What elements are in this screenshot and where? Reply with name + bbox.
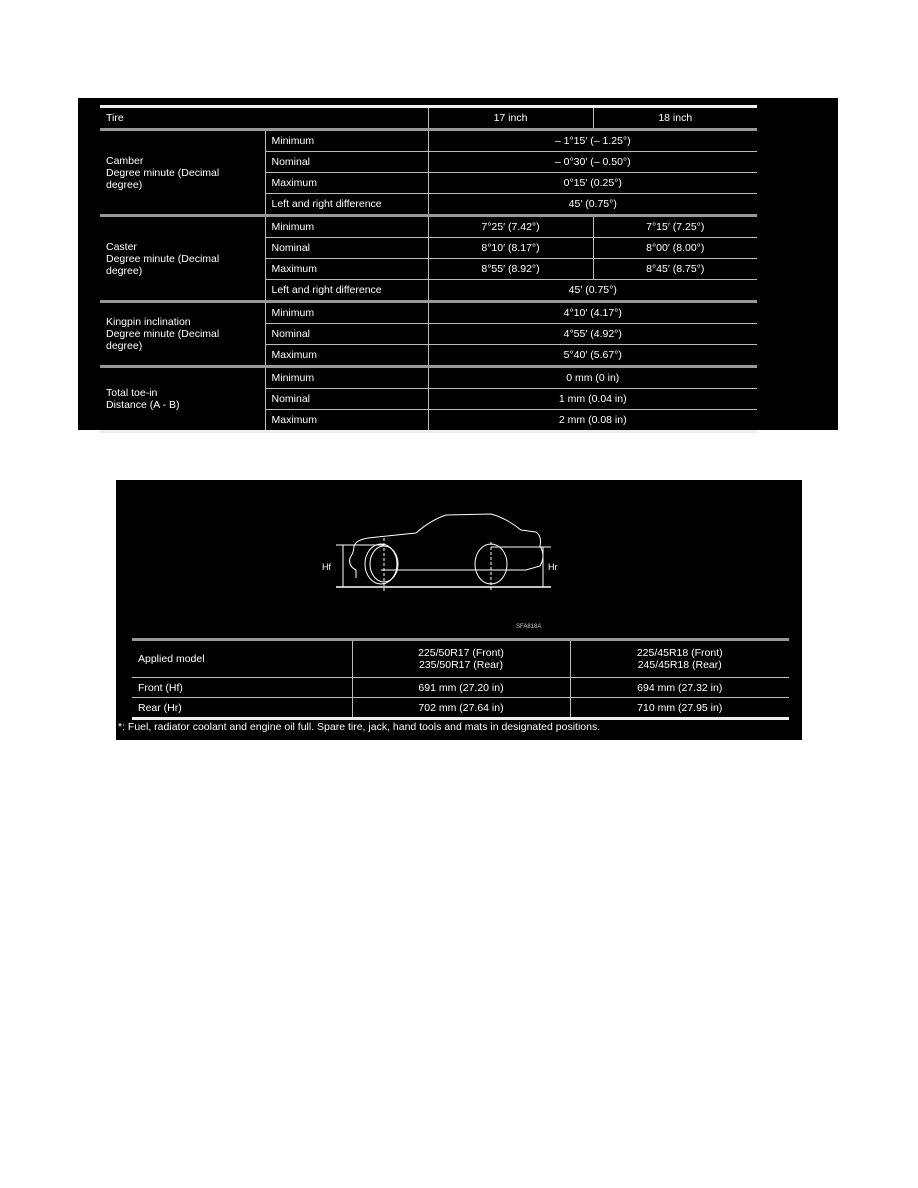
group-label-line: Degree minute (Decimal	[106, 328, 220, 340]
group-label-line: Degree minute (Decimal	[106, 166, 220, 179]
group-label-line: degree)	[106, 340, 143, 352]
value-18-cell: 7°15′ (7.25°)	[593, 216, 757, 238]
value-cell: 4°55′ (4.92°)	[428, 324, 757, 345]
group-label-line: Camber	[106, 154, 144, 167]
parameter-label: Nominal	[265, 152, 428, 173]
model-18	[570, 640, 789, 678]
group-label-line: Total toe-in	[106, 387, 158, 399]
cell: 694 mm (27.32 in)	[570, 678, 789, 698]
parameter-label: Nominal	[265, 389, 428, 410]
value-cell: 45′ (0.75°)	[428, 194, 757, 216]
table-row	[100, 130, 757, 152]
ground-clearance-panel	[116, 480, 802, 740]
wheel-alignment-table	[100, 105, 757, 433]
model-text: 245/45R18 (Rear)	[637, 659, 722, 671]
wheel-alignment-panel	[78, 98, 838, 430]
table-row	[100, 367, 757, 389]
cell: 691 mm (27.20 in)	[352, 678, 570, 698]
table-row	[132, 678, 789, 698]
value-cell: 2 mm (0.08 in)	[428, 410, 757, 432]
model-text: 225/45R18 (Front)	[636, 647, 723, 659]
group-label-line: Caster	[106, 240, 137, 253]
parameter-label: Minimum	[265, 216, 428, 238]
model-text: 225/50R17 (Front)	[418, 647, 504, 659]
group-label	[100, 367, 265, 432]
group-label	[100, 302, 265, 367]
value-cell: 1 mm (0.04 in)	[428, 389, 757, 410]
parameter-label: Maximum	[265, 345, 428, 367]
table-row	[132, 698, 789, 719]
value-cell: 45′ (0.75°)	[428, 280, 757, 302]
applied-model-label: Applied model	[132, 640, 352, 678]
parameter-label: Left and right difference	[265, 194, 428, 216]
row-label: Rear (Hr)	[132, 698, 352, 719]
car-side-diagram	[316, 500, 596, 610]
tire-header: Tire	[100, 107, 428, 130]
value-cell: – 0°30′ (– 0.50°)	[428, 152, 757, 173]
row-label: Front (Hf)	[132, 678, 352, 698]
parameter-label: Left and right difference	[265, 280, 428, 302]
group-label-line: Kingpin inclination	[106, 316, 191, 328]
group-label-line: degree)	[106, 178, 143, 191]
group-label	[100, 216, 265, 302]
figure-id: SFA818A	[516, 624, 542, 630]
parameter-label: Minimum	[265, 302, 428, 324]
table-row	[132, 640, 789, 678]
parameter-label: Maximum	[265, 259, 428, 280]
parameter-label: Minimum	[265, 130, 428, 152]
value-cell: 5°40′ (5.67°)	[428, 345, 757, 367]
parameter-label: Nominal	[265, 238, 428, 259]
value-cell: 0°15′ (0.25°)	[428, 173, 757, 194]
group-label-line: degree)	[106, 264, 143, 277]
group-label-line: Distance (A - B)	[106, 399, 180, 411]
table-row	[100, 216, 757, 238]
cell: 702 mm (27.64 in)	[352, 698, 570, 719]
value-18-cell: 8°00′ (8.00°)	[593, 238, 757, 259]
value-18-cell: 8°45′ (8.75°)	[593, 259, 757, 280]
cell: 710 mm (27.95 in)	[570, 698, 789, 719]
parameter-label: Minimum	[265, 367, 428, 389]
table-header-row	[100, 107, 757, 130]
value-17-cell: 7°25′ (7.42°)	[428, 216, 593, 238]
model-text: 235/50R17 (Rear)	[418, 659, 504, 671]
parameter-label: Nominal	[265, 324, 428, 345]
hf-label: Hf	[322, 562, 331, 572]
col-18-header: 18 inch	[593, 107, 757, 130]
table-row	[100, 302, 757, 324]
value-17-cell: 8°55′ (8.92°)	[428, 259, 593, 280]
hr-label: Hr	[548, 562, 558, 572]
model-17	[352, 640, 570, 678]
parameter-label: Maximum	[265, 173, 428, 194]
value-cell: 0 mm (0 in)	[428, 367, 757, 389]
group-label-line: Degree minute (Decimal	[106, 252, 220, 265]
group-label	[100, 130, 265, 216]
value-cell: 4°10′ (4.17°)	[428, 302, 757, 324]
footnote: *: Fuel, radiator coolant and engine oil full. Spare tire, jack, hand tools and mats in designated positions.	[118, 721, 601, 733]
col-17-header: 17 inch	[428, 107, 593, 130]
parameter-label: Maximum	[265, 410, 428, 432]
ground-clearance-table	[132, 638, 789, 720]
value-17-cell: 8°10′ (8.17°)	[428, 238, 593, 259]
value-cell: – 1°15′ (– 1.25°)	[428, 130, 757, 152]
